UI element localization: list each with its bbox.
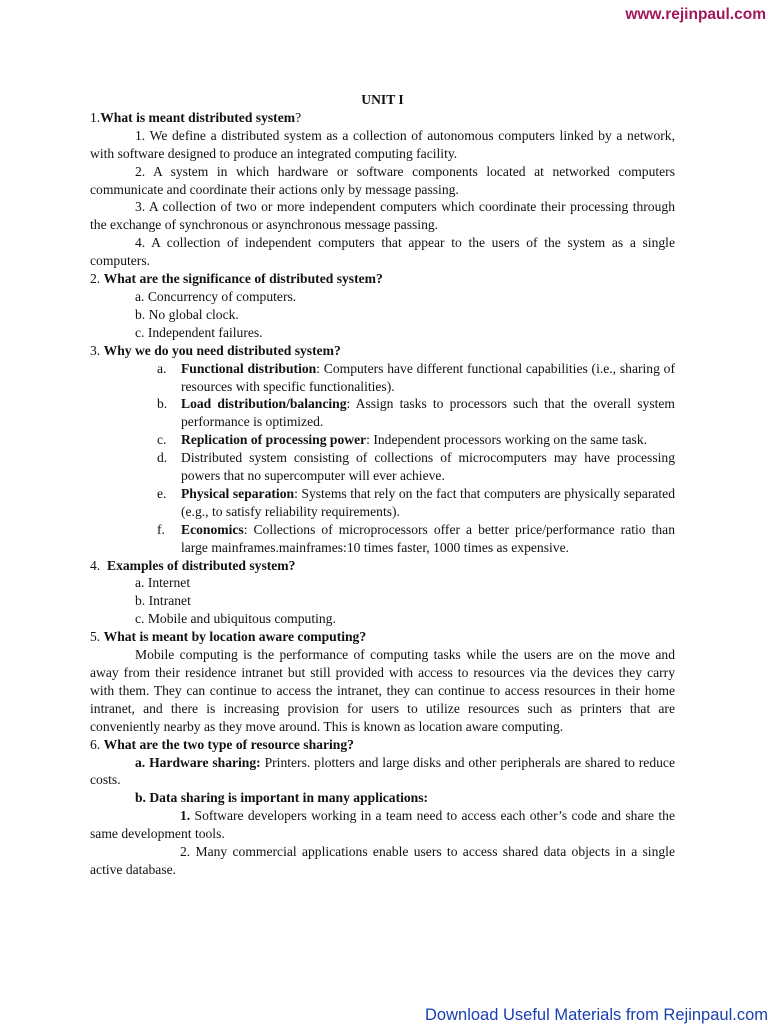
list-text [181, 360, 675, 396]
list-item: a. Internet [135, 575, 191, 591]
list-item: b. Intranet [135, 593, 191, 609]
question-number: 4. [90, 557, 107, 573]
list-text [181, 431, 675, 449]
question-suffix: ? [295, 109, 302, 125]
list-item [90, 449, 675, 485]
list-letter: f. [157, 521, 165, 537]
answer-paragraph: 4. A collection of independent computers that appear to the users of the system as a single computers. [90, 235, 675, 269]
list-letter: b. [157, 396, 168, 412]
answer-text: Printers. plotters and large disks and other peripherals are shared to reduce costs. [90, 754, 676, 788]
subheading-line [90, 789, 675, 807]
list-item: c. Independent failures. [135, 324, 263, 340]
answer-paragraph [90, 807, 675, 843]
list-item: b. No global clock. [135, 306, 239, 322]
list-description: : Independent processors working on the same task. [366, 432, 648, 448]
list-description: : Collections of microprocessors offer a better price/performance ratio than large mainframes.mainframes:10 times faster, 1000 times as expensive. [181, 521, 675, 555]
list-item: a. Concurrency of computers. [135, 288, 297, 304]
question-number: 1. [90, 109, 101, 125]
subheading: b. Data sharing is important in many applications: [135, 790, 429, 806]
question-text: What are the two type of resource sharing? [103, 736, 354, 752]
document-body [90, 91, 675, 879]
list-text [181, 449, 675, 485]
list-term: Functional distribution [181, 360, 317, 376]
list-letter: e. [157, 485, 167, 501]
question-1 [90, 109, 675, 127]
answer-text: Software developers working in a team need to access each other’s code and share the same development tools. [90, 808, 675, 842]
list-text [181, 521, 675, 557]
list-term: Economics [181, 521, 244, 537]
question-2 [90, 270, 675, 288]
question-number: 5. [90, 629, 104, 645]
list-item [90, 431, 675, 449]
list-item [90, 485, 675, 521]
list-term: Replication of processing power [181, 432, 367, 448]
list-text [181, 395, 675, 431]
question-5 [90, 628, 675, 646]
question-text: What is meant by location aware computing? [103, 629, 367, 645]
item-number: 1. [180, 808, 191, 824]
list-description: : Systems that rely on the fact that computers are physically separated (e.g., to satisfy reliability requirements). [181, 485, 676, 519]
subheading: a. Hardware sharing: [135, 754, 261, 770]
question-3 [90, 342, 675, 360]
list-term: Load distribution/balancing [181, 396, 347, 412]
list-item: c. Mobile and ubiquitous computing. [135, 611, 336, 627]
answer-paragraph [90, 754, 675, 790]
answer-paragraph: 3. A collection of two or more independent computers which coordinate their processing through the exchange of synchronous or asynchronous message passing. [90, 199, 675, 233]
list-letter: c. [157, 432, 167, 448]
download-banner: Download Useful Materials from Rejinpaul.com [425, 1006, 768, 1024]
unit-title: UNIT I [361, 92, 404, 107]
list-description: : Computers have different functional capabilities (i.e., sharing of resources with specific functionalities). [181, 360, 675, 394]
list-letter: a. [157, 360, 167, 376]
answer-paragraph: 1. We define a distributed system as a collection of autonomous computers linked by a network, with software designed to produce an integrated computing facility. [90, 127, 675, 161]
list-item [90, 395, 675, 431]
answer-paragraph: 2. A system in which hardware or software components located at networked computers communicate and coordinate their actions only by message passing. [90, 163, 675, 197]
list-description: : Assign tasks to processors such that the overall system performance is optimized. [181, 396, 675, 430]
question-text: Examples of distributed system? [107, 557, 296, 573]
question-text: What are the significance of distributed system? [103, 271, 383, 287]
list-term: Physical separation [181, 485, 295, 501]
question-text: What is meant distributed system [100, 109, 296, 125]
list-letter: d. [157, 450, 168, 466]
question-text: Why we do you need distributed system? [103, 342, 341, 358]
answer-paragraph: 2. Many commercial applications enable users to access shared data objects in a single active database. [90, 844, 675, 877]
list-text [181, 485, 675, 521]
answer-paragraph: Mobile computing is the performance of computing tasks while the users are on the move and away from their residence intranet but still provided with access to resources via the devices they carry with them. They can continue to access the intranet, they can continue to access resources in their home intranet, and there is increasing provision for users to utilize resources such as printers that are conveniently nearby as they move around. This is known as location aware computing. [90, 647, 675, 734]
list-item [90, 521, 675, 557]
question-number: 6. [90, 736, 104, 752]
question-number: 2. [90, 271, 104, 287]
question-6 [90, 736, 675, 754]
site-watermark: www.rejinpaul.com [625, 6, 766, 23]
question-4 [90, 557, 675, 575]
question-number: 3. [90, 342, 104, 358]
list-description: Distributed system consisting of collections of microcomputers may have processing powers that no supercomputer will ever achieve. [181, 450, 675, 484]
list-item [90, 360, 675, 396]
